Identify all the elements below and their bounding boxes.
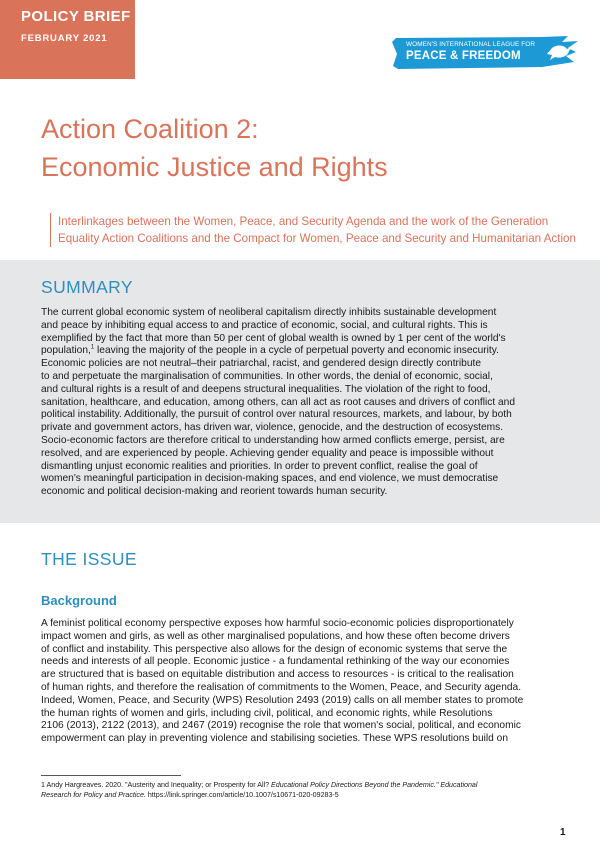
summary-line: The current global economic system of neoliberal capitalism directly inhibits sustainable development: [41, 307, 497, 318]
wilpf-logo: [392, 36, 580, 71]
body-line: impact women and girls, as well as other marginalised populations, and how these often become drivers: [41, 630, 510, 642]
subtitle: [50, 213, 578, 247]
body-line: empowerment can play in preventing violence and stabilising societies. These WPS resolutions build on: [41, 733, 508, 745]
body-line: A feminist political economy perspective exposes how harmful socio-economic policies disproportionately: [41, 618, 514, 629]
summary-heading: SUMMARY: [41, 277, 133, 297]
body-line: of human rights, and therefore the realisation of commitments to the Women, Peace, and Security agenda.: [41, 681, 522, 693]
summary-line: and peace by inhibiting equal access to and practice of economic, social, and cultural rights. This is: [41, 319, 488, 331]
title-line: Economic Justice and Rights: [41, 152, 388, 182]
body-line: Indeed, Women, Peace, and Security (WPS) Resolution 2493 (2019) calls on all member states to promote: [41, 694, 524, 706]
summary-line: exemplified by the fact that more than 50 per cent of global wealth is owned by 1 per cent of the world's: [41, 332, 506, 344]
page-title: [41, 110, 388, 186]
title-line: Action Coalition 2:: [41, 114, 259, 144]
summary-line: sanitation, healthcare, and education, among others, can all act as root causes and drivers of conflict and: [41, 396, 516, 408]
summary-line: to and perpetuate the marginalisation of communities. In other words, the denial of economic, social,: [41, 370, 493, 382]
body-line: needs and interests of all people. Economic justice - a fundamental rethinking of the way our economies: [41, 656, 510, 668]
summary-text: leaving the majority of the people in a cycle of perpetual poverty and economic insecurity.: [94, 345, 499, 357]
footnote-text: 1 Andy Hargreaves. 2020. "Austerity and Inequality; or Prosperity for All?: [41, 781, 272, 789]
summary-line: Economic policies are not neutral–their patriarchal, racist, and gendered design directly contribute: [41, 358, 482, 370]
body-line: are structured that is based on equitable distribution and access to resources - is critical to the realisation: [41, 669, 514, 681]
issue-heading: THE ISSUE: [41, 549, 137, 569]
summary-line: [41, 345, 563, 358]
footnote-italic: Research for Policy and Practice.: [41, 791, 146, 799]
background-subheading: Background: [41, 593, 117, 608]
footnote-divider: [41, 775, 181, 776]
body-line: 2106 (2013), 2122 (2013), and 2467 (2019) recognise the role that women's social, political, and economic: [41, 720, 521, 732]
subtitle-line: Equality Action Coalitions and the Compact for Women, Peace and Security and Humanitarian Action: [58, 232, 576, 245]
summary-line: dismantling unjust economic realities and priorities. In order to prevent conflict, realise the goal of: [41, 460, 478, 472]
summary-body: [41, 307, 563, 499]
policy-brief-tag: [0, 0, 153, 79]
summary-line: and cultural rights is a result of and deepens structural inequalities. The violation of the right to food,: [41, 383, 491, 395]
brief-date: FEBRUARY 2021: [21, 33, 108, 44]
summary-line: political instability. Additionally, the pursuit of control over natural resources, markets, and labour, by both: [41, 409, 512, 421]
summary-line: economic and political decision-making and reorient towards human security.: [41, 486, 388, 498]
subtitle-line: Interlinkages between the Women, Peace, and Security Agenda and the work of the Generation: [58, 215, 549, 228]
issue-body: [41, 618, 563, 746]
logo-main-text: PEACE & FREEDOM: [406, 50, 521, 62]
page-number: 1: [560, 827, 566, 838]
summary-line: private and government actors, has driven war, violence, genocide, and the destruction of ecosystems.: [41, 422, 504, 434]
footnote-ref[interactable]: 1: [90, 345, 95, 351]
footnote: [41, 780, 477, 800]
brief-title: POLICY BRIEF 02: [21, 8, 153, 25]
footnote-line: [41, 780, 477, 790]
body-line: the human rights of women and girls, including civil, political, and economic rights, while Resolutions: [41, 707, 493, 719]
footnote-line: [41, 790, 477, 800]
summary-line: women's meaningful participation in decision-making spaces, and end violence, we must democratise: [41, 473, 499, 485]
summary-line: Socio-economic factors are therefore critical to understanding how armed conflicts emerge, persist, are: [41, 434, 505, 446]
footnote-link[interactable]: https://link.springer.com/article/10.1007/s10671-020-09283-5: [145, 791, 339, 799]
summary-line: resolved, and are experienced by people. Achieving gender equality and peace is impossible without: [41, 447, 494, 459]
footnote-italic: Educational Policy Directions Beyond the Pandemic." Educational: [271, 781, 478, 789]
summary-text: population,: [41, 345, 91, 357]
logo-top-text: WOMEN'S INTERNATIONAL LEAGUE FOR: [406, 41, 536, 48]
body-line: of conflict and instability. This perspective also allows for the design of economic systems that serve the: [41, 643, 508, 655]
